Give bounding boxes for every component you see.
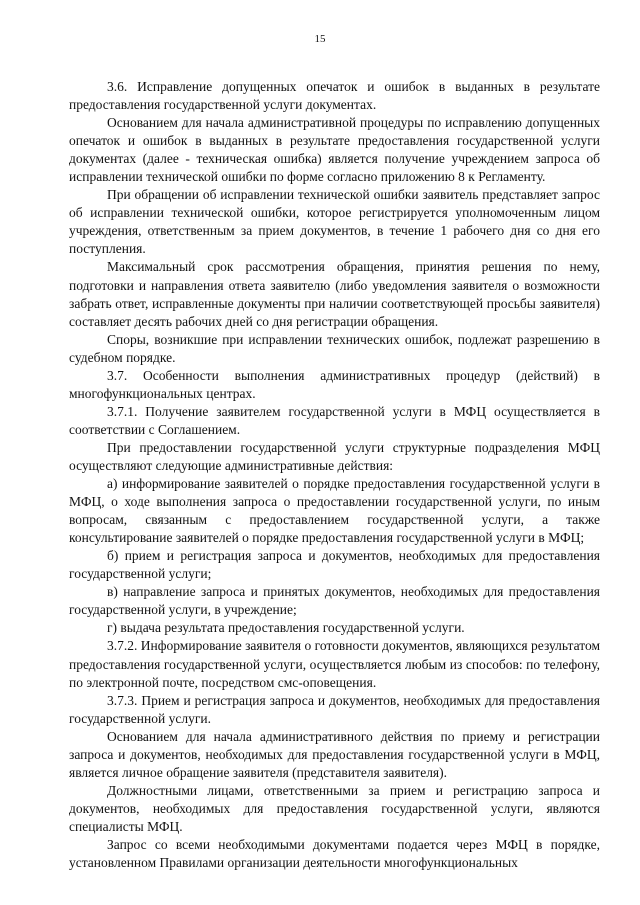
document-body (69, 78, 600, 872)
paragraph: При предоставлении государственной услуги структурные подразделения МФЦ осуществляют следующие административные действия: (69, 439, 600, 473)
list-item-v: в) направление запроса и принятых документов, необходимых для предоставления государственной услуги, в учреждение; (69, 584, 600, 618)
page-number: 15 (314, 33, 326, 45)
list-item-a: а) информирование заявителей о порядке предоставления государственной услуги в МФЦ, о ходе выполнения запроса о предоставлении государственной услуги, по иным вопросам, связанным с предоставлением государственной услуги, а также консультирование заявителей о порядке предоставления государственной услуги в МФЦ; (69, 476, 600, 546)
paragraph: При обращении об исправлении технической ошибки заявитель представляет запрос об исправлении технической ошибки, которое регистрируется уполномоченным лицом учреждения, ответственным за прием документов, в течение 1 рабочего дня со дня его поступления. (69, 187, 600, 257)
paragraph: Основанием для начала административной процедуры по исправлению допущенных опечаток и ошибок в выданных в результате предоставления государственной услуги документах (далее - техническая ошибка) является получение учреждением запроса об исправлении технической ошибки по форме согласно приложению 8 к Регламенту. (69, 115, 600, 185)
paragraph-3-6: 3.6. Исправление допущенных опечаток и ошибок в выданных в результате предоставления государственной услуги документах. (69, 79, 600, 113)
paragraph-3-7-3: 3.7.3. Прием и регистрация запроса и документов, необходимых для предоставления государственной услуги. (69, 692, 600, 726)
paragraph-3-7: 3.7. Особенности выполнения административных процедур (действий) в многофункциональных центрах. (69, 367, 600, 401)
paragraph: Максимальный срок рассмотрения обращения, принятия решения по нему, подготовки и направления ответа заявителю (либо уведомления заявителя о возможности забрать ответ, исправленные документы при наличии соответствующей просьбы заявителя) составляет десять рабочих дней со дня регистрации обращения. (69, 259, 600, 329)
paragraph: Должностными лицами, ответственными за прием и регистрацию запроса и документов, необходимых для предоставления государственной услуги, являются специалисты МФЦ. (69, 782, 600, 834)
paragraph: Основанием для начала административного действия по приему и регистрации запроса и документов, необходимых для предоставления государственной услуги в МФЦ, является личное обращение заявителя (представителя заявителя). (69, 728, 600, 780)
paragraph: Споры, возникшие при исправлении технических ошибок, подлежат разрешению в судебном порядке. (69, 331, 600, 365)
paragraph: Запрос со всеми необходимыми документами подается через МФЦ в порядке, установленном Правилами организации деятельности многофункциональных (69, 836, 600, 871)
paragraph-3-7-2: 3.7.2. Информирование заявителя о готовности документов, являющихся результатом предоставления государственной услуги, осуществляется любым из способов: по телефону, по электронной почте, посредством смс-оповещения. (69, 638, 600, 690)
list-item-g: г) выдача результата предоставления государственной услуги. (107, 620, 465, 636)
list-item-b: б) прием и регистрация запроса и документов, необходимых для предоставления государственной услуги; (69, 548, 600, 582)
paragraph-3-7-1: 3.7.1. Получение заявителем государственной услуги в МФЦ осуществляется в соответствии с Соглашением. (69, 403, 600, 437)
